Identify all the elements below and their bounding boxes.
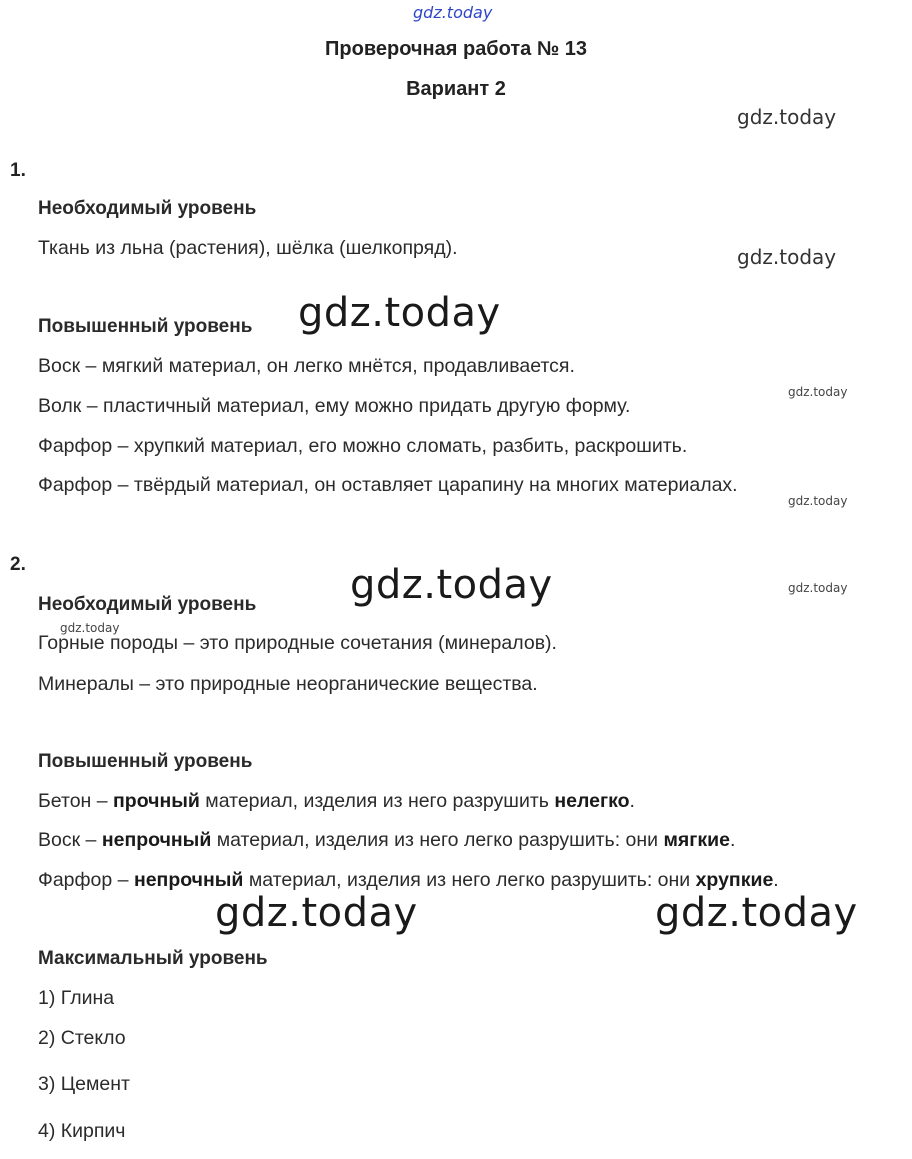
answer-line: Фарфор – хрупкий материал, его можно сломать, разбить, раскрошить.	[38, 435, 688, 457]
answer-line: Ткань из льна (растения), шёлка (шелкопряд).	[38, 237, 458, 259]
watermark: gdz.today	[60, 621, 120, 635]
watermark: gdz.today	[788, 385, 848, 399]
list-item: 3) Цемент	[38, 1073, 130, 1095]
watermark-top: gdz.today	[413, 3, 493, 22]
answer-line: Фарфор – непрочный материал, изделия из него легко разрушить: они хрупкие.	[38, 869, 779, 891]
section-heading: Повышенный уровень	[38, 751, 253, 772]
answer-line: Горные породы – это природные сочетания (минералов).	[38, 632, 557, 654]
list-item: 1) Глина	[38, 987, 115, 1009]
answer-line: Волк – пластичный материал, ему можно придать другую форму.	[38, 395, 631, 417]
answer-line: Бетон – прочный материал, изделия из него разрушить нелегко.	[38, 790, 635, 812]
answer-line: Воск – непрочный материал, изделия из него легко разрушить: они мягкие.	[38, 829, 736, 851]
section-heading: Необходимый уровень	[38, 594, 257, 615]
section-heading: Максимальный уровень	[38, 948, 268, 969]
variant-title: Вариант 2	[406, 78, 506, 100]
answer-line: Фарфор – твёрдый материал, он оставляет царапину на многих материалах.	[38, 474, 738, 496]
list-item: 4) Кирпич	[38, 1120, 126, 1142]
section-heading: Необходимый уровень	[38, 198, 257, 219]
watermark: gdz.today	[350, 562, 553, 608]
answer-line: Минералы – это природные неорганические вещества.	[38, 673, 538, 695]
task-number: 1.	[10, 160, 26, 181]
watermark: gdz.today	[215, 890, 418, 936]
section-heading: Повышенный уровень	[38, 316, 253, 337]
task-number: 2.	[10, 554, 26, 575]
page-title: Проверочная работа № 13	[325, 38, 587, 60]
watermark: gdz.today	[298, 290, 501, 336]
watermark: gdz.today	[655, 890, 858, 936]
watermark: gdz.today	[788, 494, 848, 508]
answer-line: Воск – мягкий материал, он легко мнётся, продавливается.	[38, 355, 575, 377]
watermark: gdz.today	[737, 245, 837, 269]
watermark: gdz.today	[737, 105, 837, 129]
list-item: 2) Стекло	[38, 1027, 126, 1049]
watermark: gdz.today	[788, 581, 848, 595]
